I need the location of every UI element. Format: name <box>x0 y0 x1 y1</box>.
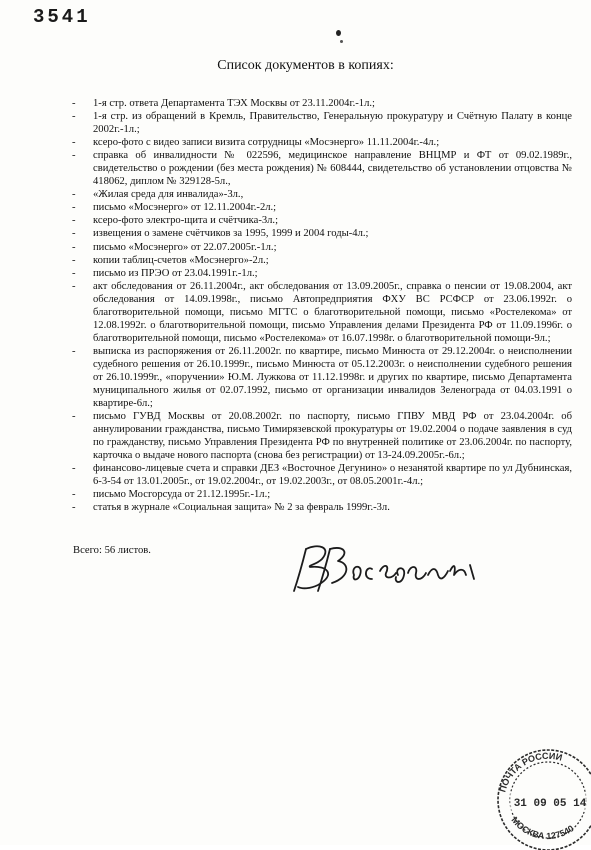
list-item-text: справка об инвалидности № 022596, медицинское направление ВНЦМР и ФТ от 09.02.1989г., свидетельство о рождении (без места рождения) № 608444, свидетельство об установлении отцовства № 418062, диплом № 329128-5л., <box>93 150 572 188</box>
list-bullet: - <box>72 463 76 475</box>
list-item <box>72 214 572 227</box>
list-bullet: - <box>72 267 76 279</box>
list-item-text: письмо Мосгорсуда от 21.12.1995г.-1л.; <box>93 489 271 501</box>
list-item <box>72 188 572 201</box>
list-item-text: 1-я стр. из обращений в Кремль, Правительство, Генеральную прокуратуру и Счётную Палату в конце 2002г.-1л.; <box>93 111 572 136</box>
list-bullet: - <box>72 345 76 357</box>
list-bullet: - <box>72 280 76 292</box>
list-item <box>72 267 572 280</box>
list-item <box>72 110 572 136</box>
svg-text:ПОЧТА РОССИИ <box>497 751 563 794</box>
list-bullet: - <box>72 502 76 514</box>
list-item-text: ксеро-фото электро-щита и счётчика-3л.; <box>93 215 279 227</box>
list-item-text: статья в журнале «Социальная защита» № 2 за февраль 1999г.-3л. <box>93 502 390 514</box>
list-item <box>72 136 572 149</box>
list-item <box>72 241 572 254</box>
list-item <box>72 254 572 267</box>
ink-dot <box>336 30 341 36</box>
list-item <box>72 501 572 514</box>
list-item-text: извещения о замене счётчиков за 1995, 1999 и 2004 годы-4л.; <box>93 228 369 240</box>
list-bullet: - <box>72 254 76 266</box>
list-item-text: письмо «Мосэнерго» от 12.11.2004г.-2л.; <box>93 202 277 214</box>
list-item-text: ксеро-фото с видео записи визита сотрудницы «Мосэнерго» 11.11.2004г.-4л.; <box>93 137 440 149</box>
list-item <box>72 410 572 462</box>
stamp-top-text: ПОЧТА РОССИИ <box>497 750 564 794</box>
list-item <box>72 488 572 501</box>
list-item-text: «Жилая среда для инвалида»-3л., <box>93 189 244 201</box>
list-item-text: 1-я стр. ответа Департамента ТЭХ Москвы от 23.11.2004г.-1л.; <box>93 98 375 109</box>
list-item-text: финансово-лицевые счета и справки ДЕЗ «Восточное Дегунино» о незанятой квартире по ул Дубнинская, 6-3-54 от 13.01.2005г., от 19.02.2004г., от 19.02.2003г., от 08.05.2001г.-4л.; <box>93 463 572 488</box>
list-item <box>72 201 572 214</box>
document-list <box>72 97 572 515</box>
list-item <box>72 97 572 110</box>
list-item-text: копии таблиц-счетов «Мосэнерго»-2л.; <box>93 254 269 266</box>
list-bullet: - <box>72 98 76 109</box>
list-item-text: письмо «Мосэнерго» от 22.07.2005г.-1л.; <box>93 241 277 253</box>
stamp-bottom-text: МОСКВА 127540 <box>509 814 576 842</box>
list-item <box>72 227 572 240</box>
list-bullet: - <box>72 150 76 162</box>
list-item <box>72 149 572 188</box>
list-item <box>72 462 572 488</box>
list-bullet: - <box>72 241 76 253</box>
document-number: 3541 <box>33 6 91 28</box>
list-item <box>72 280 572 345</box>
list-bullet: - <box>72 489 76 501</box>
stamp-date: 31 09 05 14 <box>513 798 587 810</box>
list-bullet: - <box>72 189 76 201</box>
list-item-text: акт обследования от 26.11.2004г., акт обследования от 13.09.2005г., справка о пенсии от 19.08.2004, акт обследования от 14.09.1998г., письмо Автопредприятия ФХУ ВС РСФСР от 23.06.1992г. о благотворительной помощи, письмо МГТС о благотворительной помощи, письмо «Ростелекома» от 12.08.1992г. о благотворительной помощи, письмо Управления делами Президента РФ от 11.09.1996г. о благотворительной помощи, письмо «Ростелекома» от 16.07.1998г. о благотворительной помощи-9л.; <box>93 280 572 344</box>
handwritten-signature <box>288 535 488 595</box>
list-bullet: - <box>72 228 76 240</box>
list-bullet: - <box>72 111 76 123</box>
svg-text:МОСКВА 127540 <box>509 815 575 841</box>
list-item-text: письмо ГУВД Москвы от 20.08.2002г. по паспорту, письмо ГПВУ МВД РФ от 23.04.2004г. об аннулировании гражданства, письмо Тимирязевской прокуратуры от 19.02.2004 о подаче заявления в суд по гражданству, письмо Управления Президента РФ по внутренней политике от 23.06.2004г. по паспорту, карточка о выдаче нового паспорта (снова без регистрации) от 13-24.09.2005г.-6л.; <box>93 411 572 462</box>
list-item-text: письмо из ПРЭО от 23.04.1991г.-1л.; <box>93 267 258 279</box>
ink-dot <box>340 40 343 43</box>
document-title: Список документов в копиях: <box>217 58 394 73</box>
list-bullet: - <box>72 215 76 227</box>
postal-stamp <box>490 740 591 850</box>
list-item <box>72 345 572 410</box>
list-item-text: выписка из распоряжения от 26.11.2002г. по квартире, письмо Минюста от 29.12.2004г. о неисполнении судебного решения от 26.10.1999г., письмо Минюста от 05.12.2003г. о неисполнении судебного решения от 26.10.1999г., «поручении» Ю.М. Лужкова от 11.12.1998г. и других по квартире, письмо Департамента муниципального жилья от 02.07.1992, письмо от организации инвалидов Зеленограда от 04.03.1991 о квартире-6л.; <box>93 345 572 410</box>
total-sheets: Всего: 56 листов. <box>73 545 151 556</box>
list-bullet: - <box>72 411 76 423</box>
list-bullet: - <box>72 137 76 149</box>
list-bullet: - <box>72 202 76 214</box>
